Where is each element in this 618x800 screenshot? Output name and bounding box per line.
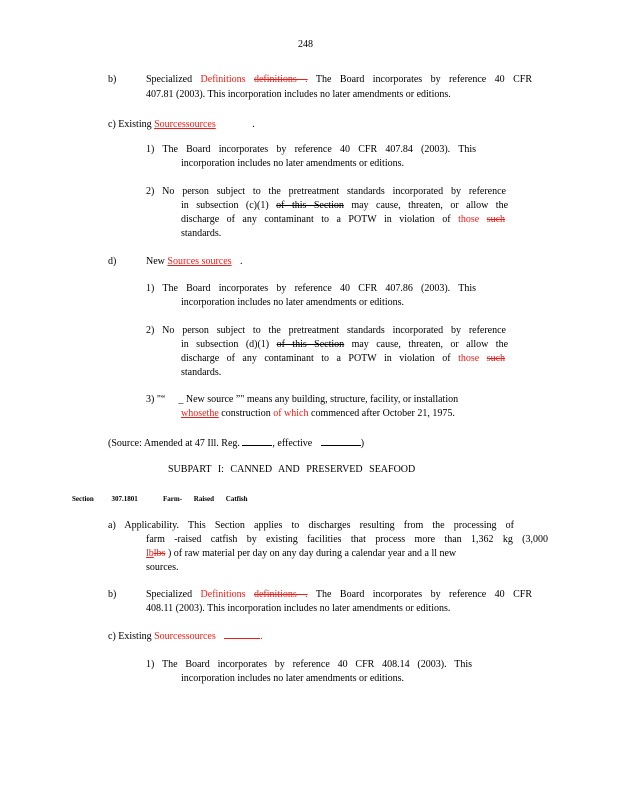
d-item1-line2: incorporation includes no later amendments or editions. (181, 297, 404, 308)
c-item1-line2: incorporation includes no later amendments or editions. (181, 158, 404, 169)
b-deleted-definitions: definitions . (253, 74, 308, 85)
d-heading: New Sources sources . (146, 256, 243, 267)
d-inserted-sources: Sources sources (167, 256, 232, 267)
b2-definitions-line1: Specialized Definitions definitions . The Board incorporates by reference 40 CFR (146, 589, 532, 600)
section-title: Farm- Raised Catfish (163, 495, 248, 503)
d-inserted-whose: whosethe (181, 408, 219, 419)
c-deleted-this-section: of this Section (276, 200, 344, 211)
c-heading: c) Existing Sourcessources . (108, 119, 255, 130)
c-inserted-those: those (458, 214, 480, 225)
d-item2-line1: 2) No person subject to the pretreatment standards incorporated by reference (146, 325, 506, 336)
d-item3-line2: whosethe construction of which commenced after October 21, 1975. (181, 408, 455, 419)
b2-deleted-definitions: definitions . (253, 589, 308, 600)
a-line1: a) Applicability. This Section applies to discharges resulting from the processing of (108, 520, 514, 531)
c-item2-line3: discharge of any contaminant to a POTW in violation of those such (181, 214, 506, 225)
b2-definitions-line2: 408.11 (2003). This incorporation includes no later amendments or editions. (146, 603, 451, 614)
d-deleted-this-section: of this Section (276, 339, 345, 350)
c2-item1-line2: incorporation includes no later amendments or editions. (181, 673, 404, 684)
a-inserted-lb: lb (146, 548, 154, 559)
c-item2-line1: 2) No person subject to the pretreatment standards incorporated by reference (146, 186, 506, 197)
c2-heading: c) Existing Sourcessources . (108, 631, 263, 642)
d-item2-line4: standards. (181, 367, 222, 378)
b-prefix: Specialized (146, 74, 193, 85)
d-item1-line1: 1) The Board incorporates by reference 40 CFR 407.86 (2003). This (146, 283, 476, 294)
source-note: (Source: Amended at 47 Ill. Reg. , effective ) (108, 435, 364, 451)
c-deleted-such: such (486, 214, 506, 225)
a-line4: sources. (146, 562, 179, 573)
c2-item1-line1: 1) The Board incorporates by reference 40 CFR 408.14 (2003). This (146, 659, 472, 670)
d-label: d) (108, 256, 117, 267)
a-deleted-lbs: lbs (153, 548, 166, 559)
d-item2-line3: discharge of any contaminant to a POTW in violation of those such (181, 353, 506, 364)
c2-inserted-sources: Sourcessources (154, 631, 216, 642)
a-line3: lblbs ) of raw material per day on any day during a calendar year and a ll new (146, 548, 457, 559)
a-line2: farm -raised catfish by existing facilities that process more than 1,362 kg (3,000 (146, 534, 548, 545)
c-item2-line4: standards. (181, 228, 222, 239)
b-definitions-line2: 407.81 (2003). This incorporation includes no later amendments or editions. (146, 89, 451, 100)
b2-label: b) (108, 589, 117, 600)
c-inserted-sources: Sourcessources (154, 119, 216, 130)
c-item1-line1: 1) The Board incorporates by reference 40 CFR 407.84 (2003). This (146, 144, 476, 155)
subpart-heading: SUBPART I: CANNED AND PRESERVED SEAFOOD (168, 464, 416, 475)
d-inserted-of-which: of which (273, 408, 309, 419)
b-inserted-definitions: Definitions (200, 74, 246, 85)
c-item2-line2: in subsection (c)(1) of this Section may cause, threaten, or allow the (181, 200, 509, 211)
d-item3-line1: 3) "“ _ New source ”" means any building, structure, facility, or installation (146, 394, 459, 405)
section-number: Section 307.1801 (72, 495, 138, 503)
page-number: 248 (298, 39, 313, 50)
d-inserted-those: those (458, 353, 480, 364)
b-rest: The Board incorporates by reference 40 CFR (315, 74, 532, 85)
b2-inserted-definitions: Definitions (200, 589, 246, 600)
b-definitions-line1 (146, 73, 532, 87)
c-lead: c) Existing (108, 119, 152, 130)
b-label: b) (108, 74, 117, 85)
d-deleted-such: such (486, 353, 506, 364)
d-item2-line2: in subsection (d)(1) of this Section may cause, threaten, or allow the (181, 339, 509, 350)
